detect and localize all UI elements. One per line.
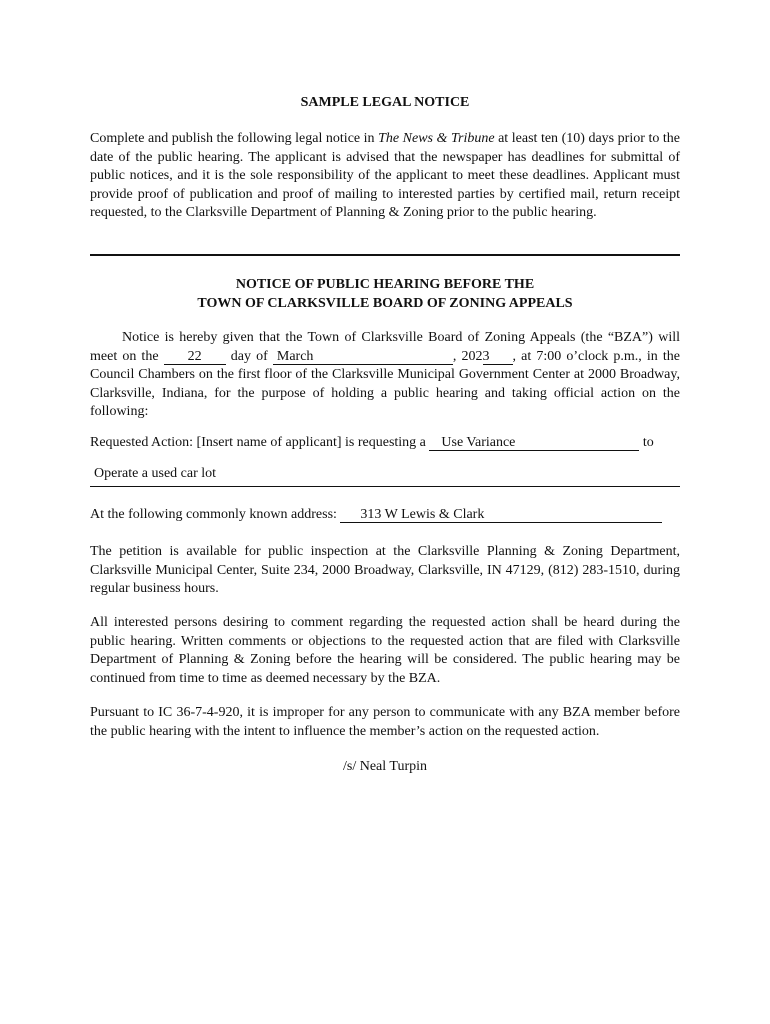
notice-text-4: , at 7:00 o’clock p.m., in the Council Chambers on the first floor of the Clarksville Municipal Government Center at 2000 Broadway, Clarksville, Indiana, for the purpose of holding a public hearing and taking official action on the following: [90,348,681,420]
publication-name: The News & Tribune [378,131,495,146]
notice-heading-line2: TOWN OF CLARKSVILLE BOARD OF ZONING APPEALS [197,295,573,311]
address-field[interactable]: 313 W Lewis & Clark [340,507,662,523]
requested-action-row [90,435,680,451]
requested-action-label: Requested Action: [Insert name of applicant] is requesting a [90,435,430,450]
notice-heading-line1: NOTICE OF PUBLIC HEARING BEFORE THE [235,277,535,292]
hearing-month-field[interactable]: March [273,349,453,365]
intro-paragraph [90,130,680,223]
requested-action-purpose-field[interactable]: Operate a used car lot [90,466,680,487]
intro-text-before: Complete and publish the following legal notice in [90,131,379,146]
interested-persons-paragraph: All interested persons desiring to comment regarding the requested action shall be heard during the public hearing. Written comments or objections to the requested action that are filed with Clarksville Department of Planning & Zoning before the hearing will be considered. The public hearing may be continued from time to time as deemed necessary by the BZA. [90,615,680,686]
signature: /s/ Neal Turpin [342,759,427,774]
notice-text-2: day of [225,348,273,364]
petition-paragraph: The petition is available for public inspection at the Clarksville Planning & Zoning Department, Clarksville Municipal Center, Suite 234, 2000 Broadway, Clarksville, IN 47129, (812) 283-1510, during regular business hours. [90,544,680,597]
notice-paragraph [90,329,680,422]
hearing-day-field[interactable]: 22 [164,349,226,365]
notice-text-3: , 202 [452,348,483,364]
pursuant-paragraph: Pursuant to IC 36-7-4-920, it is improper for any person to communicate with any BZA member before the public hearing with the intent to influence the member’s action on the requested action. [90,705,680,739]
requested-action-to: to [639,435,654,450]
notice-text-1: Notice is hereby given that the Town of Clarksville Board of Zoning Appeals (the “BZA”) will meet on the [90,330,680,364]
hearing-year-field[interactable]: 3 [483,349,513,365]
document-title: SAMPLE LEGAL NOTICE [300,95,470,110]
intro-text-after: at least ten (10) days prior to the date of the public hearing. The applicant is advised that the newspaper has deadlines for submittal of public notices, and it is the sole responsibility of the applicant to meet these deadlines. Applicant must provide proof of publication and proof of mailing to interested parties by certified mail, return receipt requested, to the Clarksville Department of Planning & Zoning prior to the public hearing. [90,131,680,221]
requested-action-field[interactable]: Use Variance [429,435,639,451]
address-label: At the following commonly known address: [90,507,341,522]
section-divider [90,254,680,256]
address-row [90,507,680,523]
notice-heading [0,276,770,313]
